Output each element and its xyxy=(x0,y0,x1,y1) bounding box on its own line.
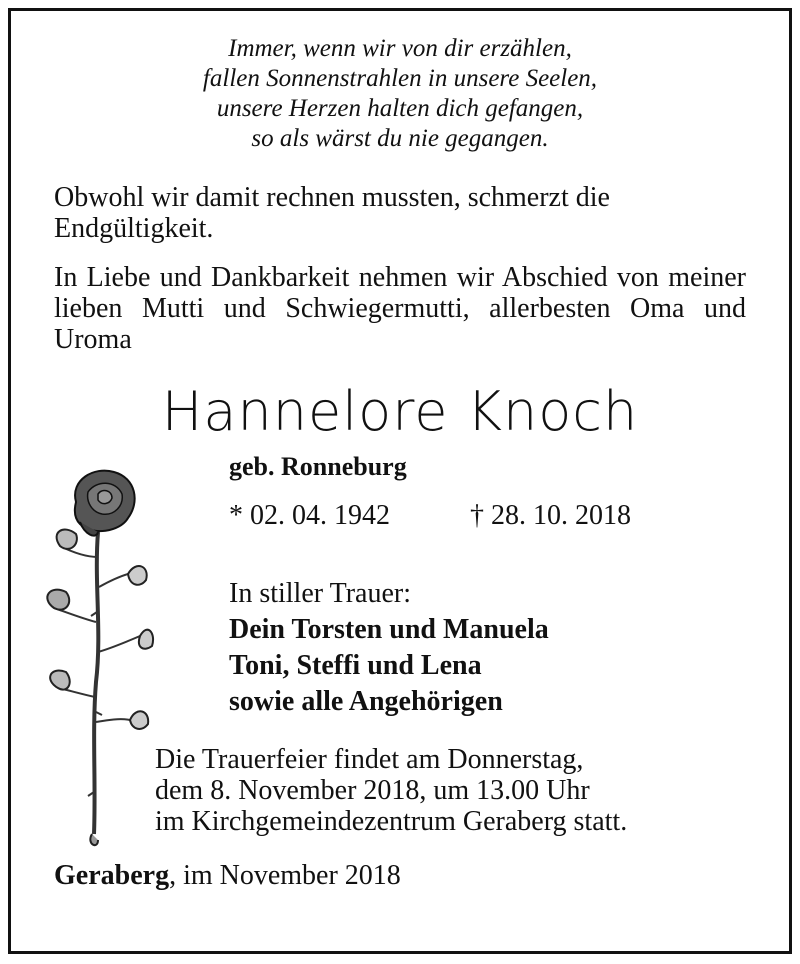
mourner-line: Dein Torsten und Manuela xyxy=(229,614,549,645)
poem-line: fallen Sonnenstrahlen in unsere Seelen, xyxy=(202,65,598,92)
service-line: Die Trauerfeier findet am Donnerstag, xyxy=(155,744,584,775)
closing-place: Geraberg xyxy=(54,860,170,891)
service-info xyxy=(155,744,627,837)
closing-line xyxy=(54,860,401,892)
service-line: dem 8. November 2018, um 13.00 Uhr xyxy=(155,775,590,806)
farewell-text: In Liebe und Dankbarkeit nehmen wir Abschied von meiner lieben Mutti und Schwiegermutti, allerbesten Oma und Uroma xyxy=(54,262,746,355)
poem xyxy=(0,34,800,154)
poem-line: unsere Herzen halten dich gefangen, xyxy=(216,95,584,122)
mourner-line: sowie alle Angehörigen xyxy=(229,686,503,717)
service-line: im Kirchgemeindezentrum Geraberg statt. xyxy=(155,806,628,837)
closing-date: , im November 2018 xyxy=(169,860,401,891)
mourner-line: Toni, Steffi und Lena xyxy=(229,650,482,681)
deceased-name: Hannelore Knoch xyxy=(161,380,639,443)
birth-date: * 02. 04. 1942 xyxy=(229,500,390,531)
death-date: † 28. 10. 2018 xyxy=(470,500,631,531)
poem-line: so als wärst du nie gegangen. xyxy=(251,125,549,152)
intro-text: Obwohl wir damit rechnen mussten, schmerzt die Endgültigkeit. xyxy=(54,182,610,244)
maiden-name: geb. Ronneburg xyxy=(229,452,407,481)
rose-icon xyxy=(36,462,156,854)
poem-line: Immer, wenn wir von dir erzählen, xyxy=(228,35,572,62)
mourners-heading: In stiller Trauer: xyxy=(229,578,411,609)
mourners-block xyxy=(229,576,549,720)
